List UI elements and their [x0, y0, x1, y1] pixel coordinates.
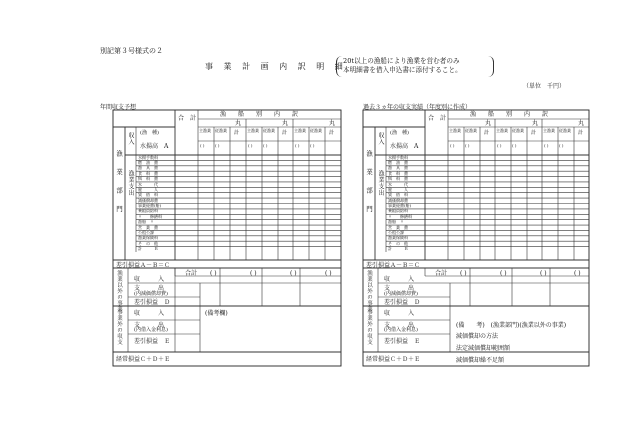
right-caption: 過去３ヵ年の収支実績（年度別に作成）: [363, 104, 472, 111]
right-col-total: 合 計: [428, 115, 447, 122]
left-expense-item: 営 業 費: [138, 224, 158, 230]
document-title: 事 業 計 画 内 訳 明 細: [205, 62, 347, 71]
right-expense-item: 漁業保険料: [388, 235, 408, 241]
left-expense-item: 漁業保険料: [138, 235, 158, 241]
left-paren-2: ( ): [215, 143, 220, 148]
unit-label: （単位 千円）: [523, 83, 566, 90]
right-total-label: 合計: [435, 270, 448, 277]
right-expense-item: 燃 油 費: [388, 159, 408, 165]
right-subcol-sub-1: 従漁業: [465, 128, 477, 133]
right-remarks-2: 減価償却の方法: [456, 333, 499, 340]
right-maru-1: 丸: [485, 120, 492, 127]
left-remarks: (備考欄): [205, 310, 228, 317]
left-paren-3: ( ): [248, 143, 253, 148]
left-maru-3: 丸: [329, 120, 336, 127]
right-total-p4: ( ): [574, 270, 581, 277]
right-subcol-total-1: 計: [484, 130, 490, 136]
right-nonop-in: 収 入: [384, 310, 415, 317]
note-line-1: 20t以上の漁船により漁業を営む者のみ: [343, 57, 460, 65]
right-expense-item: 公租公課: [388, 230, 404, 236]
left-profit-row: 差引損益Ａ－Ｂ＝Ｃ: [116, 262, 171, 269]
left-other-in: 収 入: [134, 276, 165, 283]
left-subcol-total-3: 計: [329, 130, 335, 136]
right-expense-item: 減価償却費: [388, 197, 408, 203]
right-nonop-diff: 差引損益 Ｅ: [384, 338, 421, 345]
right-expense-item: 営 業 費: [388, 224, 408, 230]
right-remarks-1: (備 考) (漁業部門)(漁業以外の事業): [456, 322, 567, 329]
form-label: 別記第３号様式の２: [100, 47, 163, 55]
right-expense-item: 餌 料 費: [388, 176, 408, 182]
left-other-diff: 差引損益 Ｄ: [134, 299, 171, 306]
right-nonop-sec: 事業外の収支: [366, 309, 372, 345]
left-expense-item: 食 料 費: [138, 170, 158, 176]
left-total-p3: ( ): [290, 270, 297, 277]
left-catch-a: 水揚高 A: [140, 143, 169, 150]
left-sec-income: 収入: [127, 132, 134, 145]
left-expense-item: 水揚手数料: [138, 154, 158, 160]
left-expense-item: 事業経費(船): [138, 203, 162, 209]
right-maru-3: 丸: [578, 120, 585, 127]
right-expense-item: 氷 代: [388, 181, 408, 187]
right-expense-item: 漁船 〃: [388, 219, 404, 225]
left-subcol-total-1: 計: [234, 130, 240, 136]
left-nonop-diff: 差引損益 Ｅ: [134, 338, 171, 345]
left-nonop-out: 支 出: [134, 322, 165, 329]
right-other-diff: 差引損益 Ｄ: [384, 299, 421, 306]
right-remarks-3: 法定減価償却範囲額: [456, 345, 511, 352]
right-other-out: 支 出: [384, 285, 415, 292]
right-expense-item: 雇 人: [388, 186, 408, 192]
right-subcol-sub-2: 従漁業: [512, 128, 524, 133]
right-subcol-total-2: 計: [531, 130, 537, 136]
right-expense-item: 計 Ｂ: [388, 246, 408, 252]
left-subcol-main-1: 主漁業: [199, 128, 211, 133]
right-total-p1: ( ): [460, 270, 467, 277]
right-expense-item: 事業経費(船): [388, 203, 412, 209]
left-maru-2: 丸: [282, 120, 289, 127]
left-sec-dept: 漁業部門: [115, 150, 123, 224]
left-nonop-out2: (内借入金利息): [134, 327, 168, 333]
left-expense-item: 燃 油 費: [138, 159, 158, 165]
right-expense-item: 賃 借 料: [388, 192, 408, 198]
right-sec-dept: 漁業部門: [365, 150, 373, 224]
right-other-sec: 漁業以外の事業: [366, 270, 372, 312]
left-caption: 年間収支予想: [100, 104, 137, 111]
left-other-out: 支 出: [134, 285, 165, 292]
right-paren-5: ( ): [544, 143, 549, 148]
left-nonop-in: 収 入: [134, 310, 165, 317]
right-paren-4: ( ): [512, 143, 517, 148]
right-other-in: 収 入: [384, 276, 415, 283]
left-total-label: 合計: [185, 270, 198, 277]
left-expense-item: 乗組員給料: [138, 208, 158, 214]
left-expense-item: 計 Ｂ: [138, 246, 158, 252]
left-subcol-sub-3: 従漁業: [310, 128, 322, 133]
left-expense-item: 氷 代: [138, 181, 158, 187]
left-total-p1: ( ): [210, 270, 217, 277]
right-expense-item: 食 料 費: [388, 170, 408, 176]
right-paren-6: ( ): [559, 143, 564, 148]
left-paren-5: ( ): [295, 143, 300, 148]
left-total-p2: ( ): [250, 270, 257, 277]
left-expense-item: 雇 人: [138, 186, 158, 192]
right-subcol-total-3: 計: [578, 130, 584, 136]
left-total-p4: ( ): [325, 270, 332, 277]
right-expense-item: 〃 修繕料: [388, 213, 412, 219]
left-col-total: 合 計: [178, 115, 197, 122]
right-profit-row: 差引損益Ａ－Ｂ＝Ｃ: [366, 262, 421, 269]
right-vessel-type: (漁 種): [390, 130, 409, 136]
right-expense-item: 乗組員給料: [388, 208, 408, 214]
note-line-2: 本明細書を借入申込書に添付すること。: [343, 66, 462, 74]
right-paren-1: ( ): [450, 143, 455, 148]
right-total-p2: ( ): [500, 270, 507, 277]
right-final-row: 経常損益Ｃ＋Ｄ＋Ｅ: [366, 356, 421, 363]
right-catch-a: 水揚高 A: [390, 143, 419, 150]
right-total-p3: ( ): [540, 270, 547, 277]
right-maru-2: 丸: [532, 120, 539, 127]
left-col-group: 漁 船 別 内 訳: [220, 111, 299, 118]
right-sec-income: 収入: [377, 132, 384, 145]
right-expense-item: 水揚手数料: [388, 154, 408, 160]
left-nonop-sec: 事業外の収支: [116, 309, 122, 345]
right-subcol-main-1: 主漁業: [449, 128, 461, 133]
left-subcol-total-2: 計: [282, 130, 288, 136]
right-subcol-main-2: 主漁業: [496, 128, 508, 133]
right-remarks-4: 減価償却繰不足額: [456, 357, 505, 364]
right-paren-2: ( ): [465, 143, 470, 148]
left-subcol-sub-2: 従漁業: [263, 128, 275, 133]
left-sec-expense: 漁業支出: [127, 170, 134, 196]
left-other-sec: 漁業以外の事業: [116, 270, 122, 312]
left-subcol-main-3: 主漁業: [294, 128, 306, 133]
right-subcol-main-3: 主漁業: [543, 128, 555, 133]
right-nonop-out2: (内借入金利息): [384, 327, 418, 333]
left-subcol-sub-1: 従漁業: [215, 128, 227, 133]
right-other-out2: (内減価償却費): [384, 291, 418, 297]
left-maru-1: 丸: [235, 120, 242, 127]
left-expense-item: 減価償却費: [138, 197, 158, 203]
right-subcol-sub-3: 従漁業: [559, 128, 571, 133]
right-paren-3: ( ): [497, 143, 502, 148]
left-other-out2: (内減価償却費): [134, 291, 168, 297]
left-vessel-type: (漁 種): [140, 130, 159, 136]
left-expense-item: そ の 他: [138, 240, 158, 246]
right-sec-expense: 漁業支出: [377, 170, 384, 196]
left-expense-item: 漁船 〃: [138, 219, 154, 225]
left-paren-1: ( ): [200, 143, 205, 148]
right-expense-item: そ の 他: [388, 240, 408, 246]
left-subcol-main-2: 主漁業: [247, 128, 259, 133]
left-paren-6: ( ): [310, 143, 315, 148]
right-col-group: 漁 船 別 内 訳: [470, 111, 549, 118]
right-expense-item: 漁 具 費: [388, 165, 408, 171]
left-final-row: 経常損益Ｃ＋Ｄ＋Ｅ: [116, 356, 171, 363]
left-expense-item: 賃 借 料: [138, 192, 158, 198]
left-expense-item: 〃 修繕料: [138, 213, 162, 219]
left-expense-item: 餌 料 費: [138, 176, 158, 182]
left-expense-item: 漁 具 費: [138, 165, 158, 171]
left-paren-4: ( ): [263, 143, 268, 148]
left-expense-item: 公租公課: [138, 230, 154, 236]
right-nonop-out: 支 出: [384, 322, 415, 329]
